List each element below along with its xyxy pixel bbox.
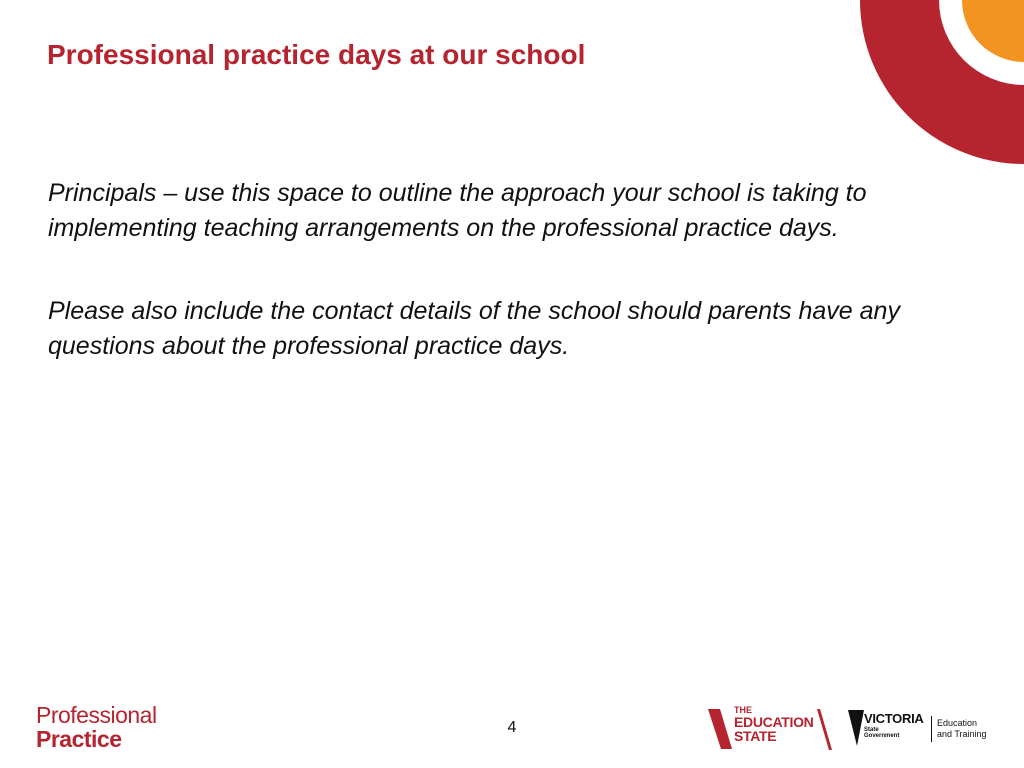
victoria-government-logo xyxy=(848,706,998,750)
professional-practice-logo-line1: Professional xyxy=(36,702,157,728)
victoria-dept-line2: and Training xyxy=(937,729,987,739)
education-state-wordmark xyxy=(734,706,813,743)
education-state-education: EDUCATION xyxy=(734,714,814,730)
professional-practice-logo-line2: Practice xyxy=(36,726,122,752)
body-paragraph-contact: Please also include the contact details of the school should parents have any questions about the professional practice days. xyxy=(48,297,900,360)
victoria-name: VICTORIA xyxy=(864,711,924,726)
victoria-department xyxy=(937,718,987,740)
victoria-state: State xyxy=(864,727,879,733)
education-state-logo xyxy=(708,706,834,750)
body-paragraph-instructions: Principals – use this space to outline the approach your school is taking to implementing teaching arrangements on the professional practice days. xyxy=(48,179,867,242)
page-number: 4 xyxy=(507,719,517,736)
slide-body xyxy=(48,176,978,412)
education-state-the: THE xyxy=(734,705,752,715)
decorative-ring-graphic xyxy=(854,0,1024,170)
victoria-dept-line1: Education xyxy=(937,718,978,728)
professional-practice-logo xyxy=(36,704,157,751)
victoria-divider xyxy=(931,716,932,742)
victoria-wordmark xyxy=(864,712,923,739)
education-state-state: STATE xyxy=(734,728,777,744)
slide-title: Professional practice days at our school xyxy=(47,39,586,70)
victoria-government: Government xyxy=(864,733,900,739)
